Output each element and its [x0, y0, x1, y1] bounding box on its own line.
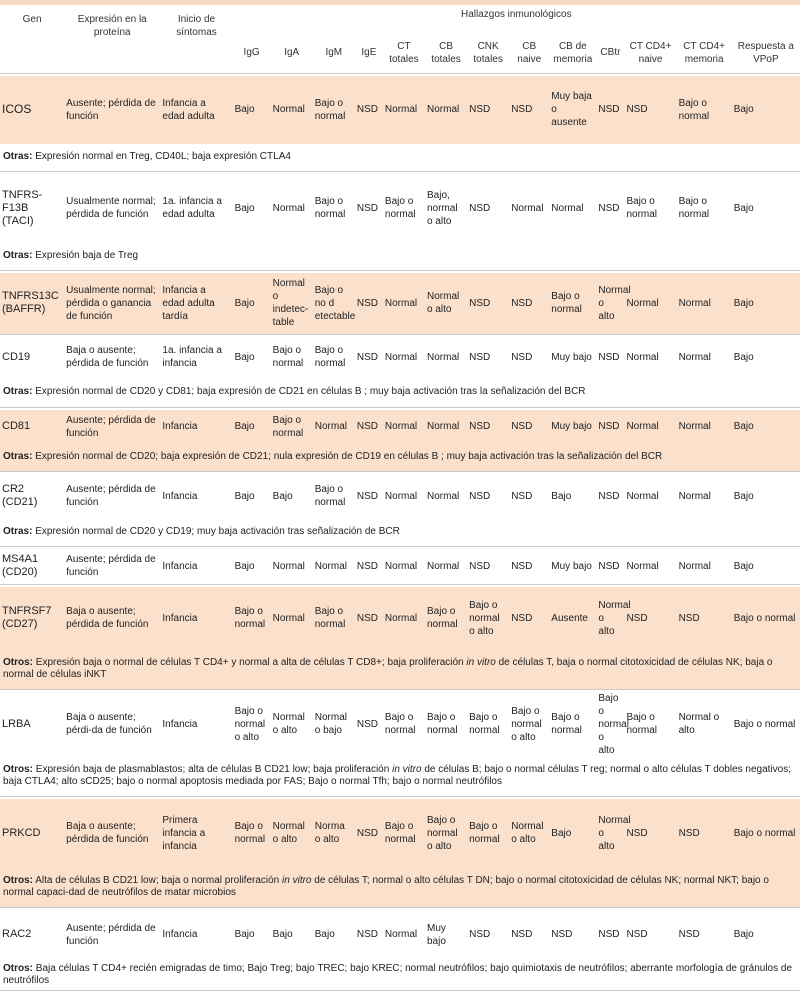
value-cell: Muy baja o ausente: [551, 91, 592, 128]
value-cell: Bajo o normal: [733, 718, 796, 730]
value-cell: Normal: [272, 560, 305, 572]
value-cell: Bajo o normal: [427, 606, 458, 630]
value-cell: Bajo: [733, 202, 754, 214]
value-cell: Normal o alto: [678, 712, 720, 736]
gene-cell: LRBA: [2, 717, 31, 730]
value-cell: Ausente: [551, 612, 588, 624]
value-cell: Normal o alto: [272, 821, 305, 845]
value-cell: Bajo: [234, 297, 255, 309]
value-cell: NSD: [626, 827, 648, 839]
otros-note: [0, 144, 800, 172]
value-cell: Normal: [384, 560, 418, 572]
value-cell: NSD: [626, 612, 648, 624]
onset-cell: Infancia: [162, 490, 198, 502]
value-cell: Norma o alto: [314, 821, 345, 845]
value-cell: Bajo: [733, 351, 754, 363]
gene-cell: MS4A1 (CD20): [2, 553, 39, 579]
value-cell: NSD: [469, 929, 491, 940]
value-cell: NSD: [598, 351, 620, 363]
header-col: CT CD4+ naive: [629, 40, 672, 65]
value-cell: Bajo o normal: [384, 821, 416, 845]
onset-cell: Infancia a edad adulta: [162, 97, 215, 122]
gene-cell: ICOS: [2, 102, 32, 116]
otros-label: Otros:: [3, 962, 33, 974]
value-cell: Bajo: [551, 490, 572, 502]
value-cell: Bajo o normal: [626, 712, 658, 736]
value-cell: Normal o alto: [598, 599, 631, 637]
value-cell: NSD: [678, 929, 700, 940]
otros-label: Otras:: [3, 451, 33, 463]
otros-row: [0, 377, 800, 407]
value-cell: Bajo o normal: [551, 712, 582, 736]
value-cell: NSD: [511, 104, 533, 115]
value-cell: NSD: [469, 202, 491, 214]
otros-text: Expresión baja de Treg: [32, 249, 139, 261]
expression-cell: Ausente; pérdida de función: [66, 922, 156, 947]
value-cell: Normal: [314, 421, 347, 432]
value-cell: Bajo o normal: [384, 196, 416, 220]
table-row: [0, 273, 800, 335]
value-cell: NSD: [469, 560, 491, 572]
table-body: [0, 76, 800, 993]
value-cell: Bajo o normal: [427, 712, 458, 736]
otros-text: Baja células T CD4+ recién emigradas de timo; Bajo Treg; bajo TREC; bajo KREC; normal neutrófilos; bajo quimiotaxis de neutrófilos; aberrante morfología de gránulos de neutrófilos: [3, 962, 793, 986]
value-cell: NSD: [469, 351, 491, 363]
value-cell: NSD: [356, 560, 378, 572]
value-cell: NSD: [598, 202, 620, 214]
otros-text: Expresión normal en Treg, CD40L; baja expresión CTLA4: [32, 151, 291, 163]
expression-cell: Ausente; pérdida de función: [66, 414, 156, 439]
otros-row: [0, 518, 800, 546]
value-cell: NSD: [511, 297, 533, 309]
value-cell: Normal o alto: [427, 291, 460, 316]
table-row: [0, 910, 800, 960]
value-cell: Bajo o normal: [733, 827, 796, 839]
value-cell: NSD: [598, 929, 620, 940]
value-cell: Bajo: [272, 490, 293, 502]
gene-cell: RAC2: [2, 928, 32, 940]
otros-text: Expresión normal de CD20; baja expresión de CD21; nula expresión de CD19 en células B ; muy baja activación tras la señalización del BCR: [32, 451, 663, 463]
value-cell: Normal: [427, 351, 460, 363]
value-cell: Normal: [511, 202, 544, 214]
value-cell: Normal: [427, 560, 460, 572]
otros-text: Alta de células B CD21 low; baja o normal proliferación: [33, 874, 283, 886]
header-col: IgE: [361, 47, 377, 59]
onset-cell: 1a. infancia a infancia: [162, 345, 222, 369]
value-cell: Bajo o normal: [314, 606, 346, 630]
otros-note: [0, 242, 800, 270]
value-cell: Muy bajo: [427, 922, 446, 947]
otros-text: Expresión normal de CD20 y CD19; muy baja activación tras señalización de BCR: [32, 525, 400, 537]
value-cell: Bajo: [234, 202, 255, 214]
value-cell: Bajo: [733, 297, 754, 309]
value-cell: NSD: [511, 421, 533, 432]
otros-note: [0, 649, 800, 689]
table-row: [0, 174, 800, 242]
header-expresion: Expresión en la proteína: [77, 14, 147, 38]
value-cell: Bajo o normal: [678, 196, 710, 220]
otros-label: Otros:: [3, 656, 33, 668]
value-cell: Bajo o normal: [234, 606, 266, 630]
value-cell: NSD: [678, 827, 700, 839]
gene-cell: CR2 (CD21): [2, 483, 38, 508]
header-col: IgA: [284, 47, 300, 59]
value-cell: Normal o alto: [511, 821, 544, 845]
otros-note: [0, 960, 800, 991]
header-col: CB naive: [517, 40, 542, 65]
value-cell: NSD: [469, 490, 491, 502]
header-gen: Gen: [22, 14, 42, 25]
value-cell: Bajo o normal: [314, 345, 346, 369]
table-row: [0, 587, 800, 649]
value-cell: Normal: [384, 351, 418, 363]
value-cell: Bajo o normal: [314, 196, 346, 220]
value-cell: Normal: [427, 421, 460, 432]
expression-cell: Usualmente normal; pérdida de función: [66, 196, 156, 220]
gene-cell: TNFRS13C (BAFFR): [2, 290, 59, 316]
header-col: CT CD4+ memoria: [683, 40, 726, 65]
value-cell: Bajo o normal o alto: [427, 814, 458, 852]
otros-row: [0, 960, 800, 991]
value-cell: Normal: [626, 421, 659, 432]
value-cell: Bajo: [551, 827, 572, 839]
value-cell: Muy bajo: [551, 421, 592, 432]
value-cell: NSD: [511, 929, 533, 940]
otros-note: [0, 867, 800, 907]
value-cell: NSD: [356, 612, 378, 624]
value-cell: NSD: [356, 827, 378, 839]
expression-cell: Ausente; pérdida de función: [66, 554, 156, 579]
value-cell: Normal: [384, 421, 418, 432]
header-row-1: [0, 5, 800, 33]
value-cell: Bajo: [733, 104, 754, 115]
onset-cell: Infancia: [162, 612, 198, 624]
header-col: IgM: [325, 47, 343, 59]
otros-row: [0, 444, 800, 472]
otros-note: [0, 444, 800, 472]
otros-label: Otras:: [3, 249, 33, 261]
value-cell: Normal: [678, 421, 711, 432]
expression-cell: Baja o ausente; pérdida de función: [66, 821, 149, 845]
value-cell: Normal: [678, 297, 711, 309]
value-cell: Normal: [314, 560, 347, 572]
value-cell: Bajo o normal o alto: [469, 599, 500, 637]
otros-note: [0, 518, 800, 546]
value-cell: Bajo o normal: [272, 414, 304, 439]
otros-row: [0, 242, 800, 270]
value-cell: Normal: [626, 297, 659, 309]
value-cell: Normal: [678, 351, 711, 363]
value-cell: NSD: [678, 612, 700, 624]
otros-label: Otros:: [3, 874, 33, 886]
value-cell: Normal: [272, 104, 305, 115]
value-cell: NSD: [469, 421, 491, 432]
table-row: [0, 692, 800, 757]
header-col: CB totales: [431, 40, 461, 65]
value-cell: NSD: [598, 490, 620, 502]
otros-text: Expresión baja de plasmablastos; alta de células B CD21 low; baja proliferación: [33, 764, 393, 776]
expression-cell: Baja o ausente; pérdida de función: [66, 606, 149, 630]
otros-label: Otras:: [3, 151, 33, 163]
value-cell: Bajo: [234, 929, 255, 940]
table-row: [0, 474, 800, 518]
value-cell: Normal: [272, 612, 305, 624]
onset-cell: 1a. infancia a edad adulta: [162, 196, 222, 220]
value-cell: NSD: [356, 718, 378, 730]
value-cell: Bajo: [314, 929, 335, 940]
value-cell: Normal: [626, 490, 659, 502]
value-cell: Normal: [384, 612, 418, 624]
value-cell: NSD: [356, 297, 378, 309]
value-cell: Bajo o normal o alto: [511, 705, 542, 743]
value-cell: Bajo: [733, 929, 754, 940]
value-cell: Normal: [678, 490, 711, 502]
value-cell: NSD: [356, 490, 378, 502]
onset-cell: Infancia: [162, 718, 198, 730]
value-cell: Bajo o normal: [678, 97, 710, 122]
value-cell: Bajo: [733, 560, 754, 572]
value-cell: Normal o indetec-table: [272, 278, 309, 329]
table-row: [0, 410, 800, 444]
header-col: Respuesta a VPoP: [737, 40, 794, 65]
expression-cell: Baja o ausente; pérdida de función: [66, 345, 149, 369]
onset-cell: Infancia: [162, 560, 198, 572]
value-cell: Bajo: [272, 929, 293, 940]
value-cell: NSD: [626, 929, 648, 940]
value-cell: Bajo o normal: [469, 821, 500, 845]
otros-label: Otros:: [3, 764, 33, 776]
otros-text: de células B; bajo o normal células T reg; normal o alto células T dobles negativos; baja CTLA4; alto sCD25; bajo o normal apoptosis mediada por FAS; Bajo o normal Tfh; bajo o normal neutrófilos: [3, 764, 792, 788]
value-cell: Normal: [551, 202, 584, 214]
otros-label: Otras:: [3, 385, 33, 397]
value-cell: NSD: [356, 929, 378, 940]
value-cell: NSD: [598, 421, 620, 432]
value-cell: Muy bajo: [551, 351, 592, 363]
value-cell: Bajo o normal: [626, 196, 658, 220]
otros-text: de células T; normal o alto células T DN; bajo o normal citotoxicidad de células NK; normal NKT; bajo o normal capaci-dad de neutrófilos de matar microbios: [3, 874, 769, 898]
otros-label: Otras:: [3, 525, 33, 537]
value-cell: Normal: [384, 490, 418, 502]
value-cell: NSD: [356, 202, 378, 214]
value-cell: Bajo o normal o alto: [598, 692, 629, 756]
expression-cell: Ausente; pérdida de función: [66, 97, 156, 122]
separator: [0, 990, 800, 993]
value-cell: Bajo o normal: [272, 345, 304, 369]
otros-text: Expresión baja o normal de células T CD4+ y normal a alta de células T CD8+; baja proliferación: [33, 656, 467, 668]
otros-text: de células T, baja o normal citotoxicidad de células NK; baja o normal de células iNKT: [3, 656, 773, 680]
otros-note: [0, 377, 800, 407]
header-col: IgG: [243, 47, 260, 59]
value-cell: Bajo: [234, 560, 255, 572]
value-cell: NSD: [511, 612, 533, 624]
value-cell: NSD: [356, 421, 378, 432]
onset-cell: Infancia: [162, 929, 198, 940]
value-cell: Bajo o no d etectable: [314, 284, 356, 322]
header-inicio: Inicio de síntomas: [176, 14, 217, 38]
value-cell: Normal o alto: [598, 814, 631, 852]
value-cell: NSD: [356, 104, 378, 115]
expression-cell: Usualmente normal; pérdida o ganancia de función: [66, 284, 156, 322]
value-cell: Bajo: [733, 421, 754, 432]
value-cell: Normal: [678, 560, 711, 572]
otros-text: in vitro: [466, 656, 496, 668]
value-cell: Bajo, normal o alto: [427, 189, 458, 227]
header-col: CBtr: [600, 47, 621, 59]
value-cell: Normal: [427, 490, 460, 502]
value-cell: Bajo o normal: [384, 712, 416, 736]
onset-cell: Primera infancia a infancia: [162, 814, 206, 852]
header-col: CT totales: [389, 40, 419, 65]
otros-row: [0, 757, 800, 797]
value-cell: NSD: [511, 490, 533, 502]
value-cell: Bajo o normal o alto: [234, 705, 266, 743]
onset-cell: Infancia a edad adulta tardía: [162, 284, 215, 322]
header-col: CB de memoria: [553, 40, 593, 65]
value-cell: Bajo o normal: [234, 821, 266, 845]
gene-cell: PRKCD: [2, 826, 41, 839]
value-cell: Bajo: [234, 104, 255, 115]
table-row: [0, 76, 800, 144]
value-cell: Normal o bajo: [314, 712, 347, 736]
value-cell: Bajo o normal: [733, 612, 796, 624]
table-row: [0, 799, 800, 867]
otros-text: Expresión normal de CD20 y CD81; baja expresión de CD21 en células B ; muy baja activación tras la señalización del BCR: [32, 385, 586, 397]
otros-row: [0, 649, 800, 689]
value-cell: Bajo: [234, 421, 255, 432]
otros-note: [0, 757, 800, 797]
expression-cell: Baja o ausente; pérdi-da de función: [66, 712, 152, 736]
value-cell: NSD: [469, 104, 491, 115]
value-cell: NSD: [511, 560, 533, 572]
value-cell: NSD: [598, 104, 620, 115]
onset-cell: Infancia: [162, 421, 198, 432]
value-cell: NSD: [469, 297, 491, 309]
expression-cell: Ausente; pérdida de función: [66, 484, 156, 508]
value-cell: Muy bajo: [551, 560, 592, 572]
otros-row: [0, 144, 800, 172]
value-cell: Normal: [626, 351, 659, 363]
gene-cell: TNFRSF7 (CD27): [2, 605, 52, 630]
value-cell: Normal: [272, 202, 305, 214]
header-hallazgos: Hallazgos inmunológicos: [460, 9, 572, 20]
gene-cell: CD19: [2, 350, 31, 363]
value-cell: Normal: [427, 104, 460, 115]
value-cell: Normal: [384, 297, 418, 309]
value-cell: NSD: [598, 560, 620, 572]
otros-row: [0, 867, 800, 907]
table-row: [0, 337, 800, 377]
value-cell: NSD: [356, 351, 378, 363]
value-cell: Bajo o normal: [314, 97, 346, 122]
value-cell: NSD: [511, 351, 533, 363]
value-cell: Bajo: [234, 490, 255, 502]
value-cell: Normal: [384, 104, 418, 115]
value-cell: Bajo: [733, 490, 754, 502]
otros-text: in vitro: [392, 764, 422, 776]
gene-cell: TNFRS-F13B (TACI): [2, 188, 43, 227]
value-cell: Normal o alto: [272, 712, 305, 736]
table-row: [0, 549, 800, 585]
value-cell: Normal: [626, 560, 659, 572]
value-cell: NSD: [551, 929, 573, 940]
value-cell: Bajo o normal: [469, 712, 500, 736]
value-cell: Bajo o normal: [551, 291, 582, 316]
otros-text: in vitro: [282, 874, 312, 886]
value-cell: Bajo: [234, 351, 255, 363]
value-cell: Normal o alto: [598, 284, 631, 322]
gene-cell: CD81: [2, 420, 31, 432]
header-col: CNK totales: [473, 40, 503, 65]
value-cell: NSD: [626, 104, 648, 115]
value-cell: Normal: [384, 929, 418, 940]
value-cell: Bajo o normal: [314, 484, 346, 508]
